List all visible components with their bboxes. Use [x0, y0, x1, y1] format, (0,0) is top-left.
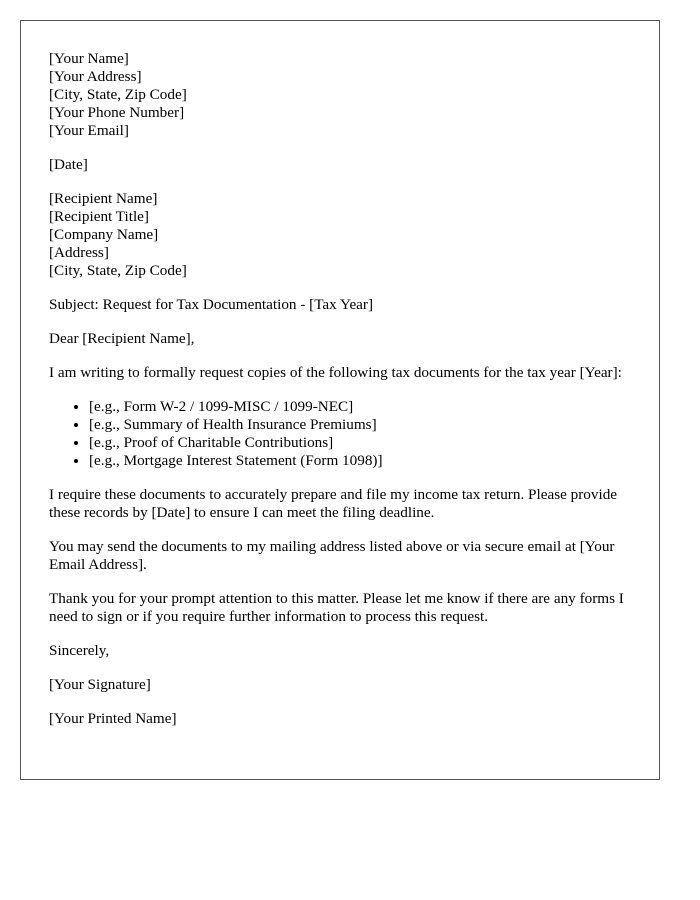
salutation: Dear [Recipient Name],: [49, 330, 195, 347]
signature-placeholder: [Your Signature]: [49, 676, 151, 693]
intro-paragraph: I am writing to formally request copies of the following tax documents for the tax year [Year]:: [49, 364, 622, 381]
sender-address: [Your Address]: [49, 68, 142, 85]
list-item: • [e.g., Form W-2 / 1099-MISC / 1099-NEC]: [89, 398, 631, 416]
document-list: [49, 398, 631, 470]
body-paragraph-thanks: Thank you for your prompt attention to this matter. Please let me know if there are any forms I need to sign or if you require further information to process this request.: [49, 590, 624, 625]
recipient-company: [Company Name]: [49, 226, 159, 243]
body-paragraph-deadline: I require these documents to accurately prepare and file my income tax return. Please provide these records by [Date] to ensure I can meet the filing deadline.: [49, 486, 618, 521]
letter-document: [20, 20, 660, 780]
closing: Sincerely,: [49, 642, 110, 659]
subject-line: Subject: Request for Tax Documentation - [Tax Year]: [49, 296, 374, 313]
list-item: • [e.g., Mortgage Interest Statement (Form 1098)]: [89, 452, 631, 470]
list-item: • [e.g., Proof of Charitable Contributions]: [89, 434, 631, 452]
recipient-address: [Address]: [49, 244, 109, 261]
sender-name: [Your Name]: [49, 50, 129, 67]
list-item: • [e.g., Summary of Health Insurance Premiums]: [89, 416, 631, 434]
recipient-name: [Recipient Name]: [49, 190, 158, 207]
date-block: [49, 156, 631, 174]
sender-city-state-zip: [City, State, Zip Code]: [49, 86, 187, 103]
letter-date: [Date]: [49, 156, 88, 173]
recipient-city-state-zip: [City, State, Zip Code]: [49, 262, 187, 279]
sender-phone: [Your Phone Number]: [49, 104, 185, 121]
sender-email: [Your Email]: [49, 122, 129, 139]
sender-block: [49, 50, 631, 140]
body-paragraph-delivery: You may send the documents to my mailing address listed above or via secure email at [Your Email Address].: [49, 538, 615, 573]
recipient-block: [49, 190, 631, 280]
recipient-title: [Recipient Title]: [49, 208, 149, 225]
printed-name: [Your Printed Name]: [49, 710, 177, 727]
